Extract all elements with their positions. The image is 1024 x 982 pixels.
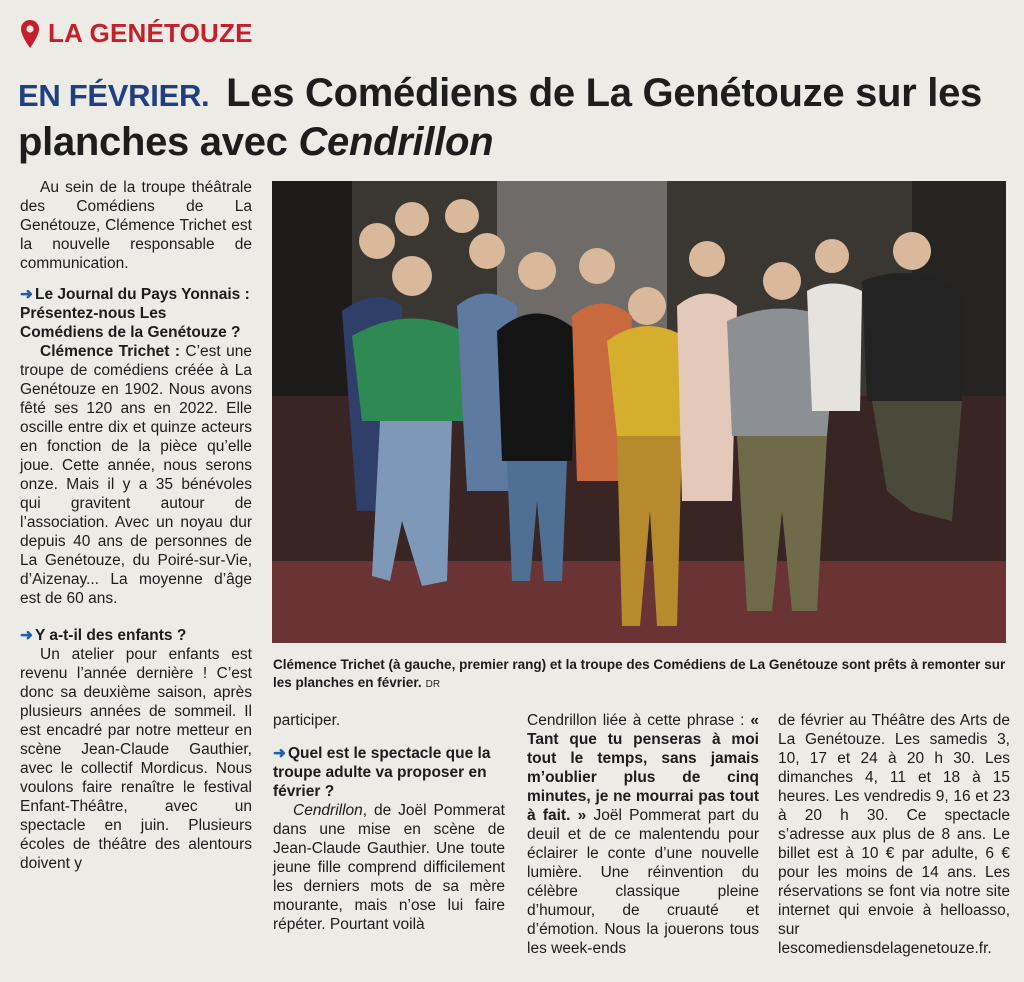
- column-3: [527, 711, 759, 958]
- section-kicker: [20, 18, 253, 49]
- answer-2: Un atelier pour enfants est revenu l’année dernière ! C’est donc sa deuxième saison, après plusieurs années de sommeil. Il est encadré par notre metteur en scène Jean-Claude Gauthier, avec le collectif Mordicus. Nous voulons faire renaître le festival Enfant-Théâtre, avec un spectacle en juin. Plusieurs écoles de théâtre des alentours doivent y: [20, 646, 252, 872]
- adjacent-article-bleed: [930, 0, 1024, 70]
- arrow-icon: ➜: [20, 627, 33, 644]
- answer-3-part-1: Cendrillon, de Joël Pommerat dans une mise en scène de Jean-Claude Gauthier. Une toute jeune fille comprend difficilement les derniers mots de sa mère mourante, mais n’ose lui faire répéter. Pourtant voilà: [273, 802, 505, 933]
- headline-lead: EN FÉVRIER.: [18, 78, 210, 113]
- photo-credit: DR: [425, 679, 441, 690]
- answer-2-continued: participer.: [273, 712, 341, 729]
- location-pin-icon: [20, 19, 40, 49]
- column-1: [20, 178, 252, 873]
- headline-main: Les Comédiens de La Genétouze sur les planches avec: [18, 71, 982, 164]
- question-3: ➜ Quel est le spectacle que la troupe adulte va proposer en février ?: [273, 745, 491, 800]
- question-2: ➜ Y a-t-il des enfants ?: [20, 627, 187, 644]
- answer-3-part-3: de février au Théâtre des Arts de La Genétouze. Les samedis 3, 10, 17 et 24 à 20 h 30. Les dimanches 4, 11 et 18 à 15 heures. Les vendredis 9, 16 et 23 à 20 h 30. Ce spectacle s’adresse aux plus de 8 ans. Le billet est à 10 € par adulte, 6 € pour les moins de 14 ans. Les réservations se font via notre site internet qui envoie à helloasso, sur lescomediensdelagenetouze.fr.: [778, 712, 1010, 957]
- intro-paragraph: Au sein de la troupe théâtrale des Comédiens de La Genétouze, Clémence Trichet est la nouvelle responsable de communication.: [20, 179, 252, 272]
- headline: [18, 70, 1018, 165]
- question-1: ➜ Le Journal du Pays Yonnais : Présentez-nous Les Comédiens de la Genétouze ?: [20, 286, 250, 341]
- answer-3-part-2: Cendrillon liée à cette phrase : « Tant que tu penseras à moi tout le temps, sans jamais m’oublier plus de cinq minutes, je ne mourrai pas tout à fait. » Joël Pommerat part du deuil et de ce malentendu pour éclairer le conte d’une nouvelle lumière. Une réinvention du célèbre classique pleine d’humour, de cruauté et d’émotion. Nous la jouerons tous les week-ends: [527, 712, 759, 957]
- caption-text: Clémence Trichet (à gauche, premier rang) et la troupe des Comédiens de La Genétouze sont prêts à remonter sur les planches en février.: [273, 657, 1006, 690]
- photo-caption: [273, 656, 1008, 694]
- troupe-group-photo: [272, 181, 1006, 643]
- section-label: LA GENÉTOUZE: [48, 18, 253, 48]
- arrow-icon: ➜: [20, 286, 33, 303]
- arrow-icon: ➜: [273, 745, 286, 762]
- column-2: [273, 711, 505, 934]
- answer-1: Clémence Trichet : C’est une troupe de comédiens créée à La Genétouze en 1902. Nous avons fêté ses 120 ans en 2022. Elle oscille entre dix et quinze acteurs en fonction de la pièce qu’elle joue. Cette année, nous serons onze. Mais il y a 35 bénévoles qui gravitent autour de l’association. Avec un noyau dur depuis 40 ans de personnes de La Genétouze, du Poiré-sur-Vie, d’Aizenay... La moyenne d’âge est de 60 ans.: [20, 343, 252, 607]
- column-4: [778, 711, 1010, 958]
- headline-title: Cendrillon: [298, 120, 494, 164]
